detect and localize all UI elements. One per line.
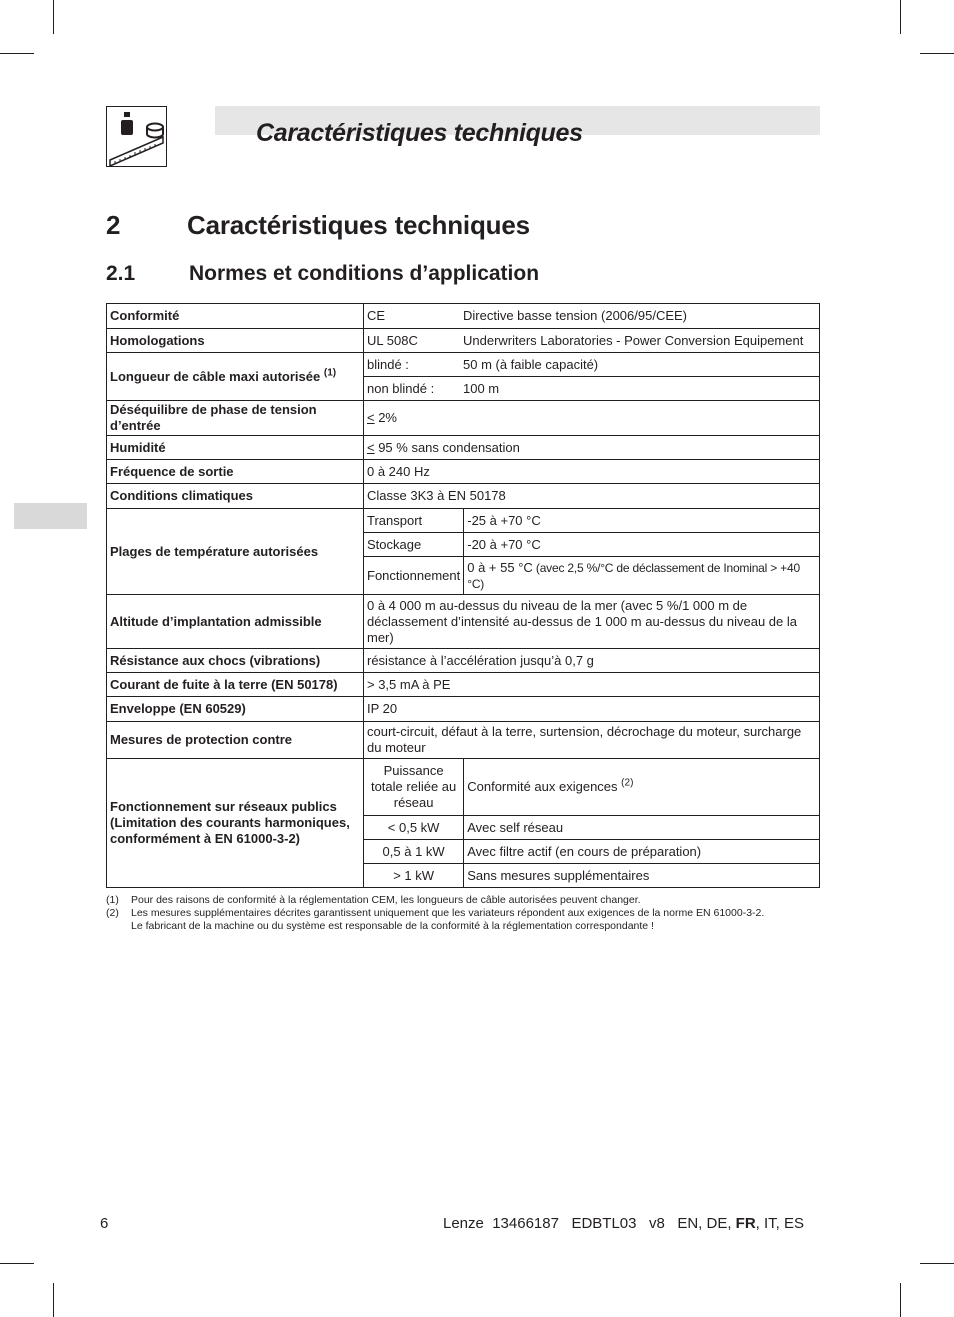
crop-mark (900, 1283, 901, 1317)
row-label: Fonctionnement sur réseaux publics (Limitation des courants harmoniques, conformément à EN 61000-3-2) (107, 759, 364, 888)
row-label: Déséquilibre de phase de tension d’entrée (107, 401, 364, 436)
crop-mark (0, 1263, 34, 1264)
table-row (107, 329, 820, 353)
table-row (107, 697, 820, 722)
table-row (107, 401, 820, 436)
temperature-range-name: Fonctionnement (364, 557, 464, 595)
row-label: Enveloppe (EN 60529) (107, 697, 364, 722)
table-row (107, 484, 820, 509)
table-row (107, 436, 820, 460)
crop-mark (0, 53, 34, 54)
row-label: Altitude d’implantation admissible (107, 595, 364, 649)
temperature-range-value: -25 à +70 °C (464, 509, 820, 533)
running-header-title: Caractéristiques techniques (256, 119, 583, 147)
row-value: Classe 3K3 à EN 50178 (364, 484, 820, 509)
row-label: Longueur de câble maxi autorisée $^{(1)}$ (107, 353, 364, 401)
row-label: Résistance aux chocs (vibrations) (107, 649, 364, 673)
subsection-heading (106, 262, 539, 286)
compliance-header: Conformité aux exigences $^{(2)}$ (464, 759, 820, 816)
active-language: FR (735, 1215, 756, 1232)
section-title: Caractéristiques techniques (187, 210, 530, 240)
temperature-range-value: -20 à +70 °C (464, 533, 820, 557)
row-value: 0 à 240 Hz (364, 460, 820, 484)
row-value: blindé : 50 m (à faible capacité) (364, 353, 820, 377)
table-row (107, 759, 820, 816)
table-row (107, 304, 820, 329)
table-row (107, 673, 820, 697)
compliance-measure: Avec filtre actif (en cours de préparation) (464, 840, 820, 864)
footnote-ref: (1) (323, 367, 337, 379)
table-row (107, 649, 820, 673)
subsection-title: Normes et conditions d’application (189, 262, 540, 285)
specifications-table (106, 303, 820, 888)
row-label: Conditions climatiques (107, 484, 364, 509)
compliance-measure: Avec self réseau (464, 816, 820, 840)
section-number: 2 (106, 210, 121, 240)
row-value: 0 à 4 000 m au-dessus du niveau de la mer (avec 5 %/1 000 m de déclassement d’intensité au-dessus de 1 000 m au-dessus du niveau de la mer) (364, 595, 820, 649)
power-range: < 0,5 kW (364, 816, 464, 840)
row-value: UL 508C Underwriters Laboratories - Power Conversion Equipement (364, 329, 820, 353)
footnote: (2) Les mesures supplémentaires décrites garantissent uniquement que les variateurs répondent aux exigences de la norme EN 61000-3-2. (106, 907, 765, 919)
footnotes (106, 894, 820, 933)
row-label: Homologations (107, 329, 364, 353)
crop-mark (920, 53, 954, 54)
row-label: Mesures de protection contre (107, 722, 364, 759)
footnote-ref: (2) (621, 777, 634, 789)
temperature-range-value: 0 à + 55 °C (avec 2,5 %/°C de déclassement de Inominal > +40 °C) (464, 557, 820, 595)
row-value: > 3,5 mA à PE (364, 673, 820, 697)
row-label: Fréquence de sortie (107, 460, 364, 484)
row-value: CE Directive basse tension (2006/95/CEE) (364, 304, 820, 329)
row-value: résistance à l’accélération jusqu’à 0,7 g (364, 649, 820, 673)
footnote: (1) Pour des raisons de conformité à la réglementation CEM, les longueurs de câble autorisées peuvent changer. (106, 894, 641, 906)
row-value: court-circuit, défaut à la terre, surtension, décrochage du moteur, surcharge du moteur (364, 722, 820, 759)
row-label: Plages de température autorisées (107, 509, 364, 595)
power-range: > 1 kW (364, 864, 464, 888)
language-tab-marker (14, 503, 87, 529)
table-row (107, 353, 820, 377)
power-range: 0,5 à 1 kW (364, 840, 464, 864)
table-row (107, 509, 820, 533)
table-row (107, 595, 820, 649)
compliance-measure: Sans mesures supplémentaires (464, 864, 820, 888)
page-number: 6 (100, 1215, 109, 1232)
temperature-range-name: Transport (364, 509, 464, 533)
row-label: Courant de fuite à la terre (EN 50178) (107, 673, 364, 697)
row-label: Conformité (107, 304, 364, 329)
document-reference: Lenze 13466187 EDBTL03 v8 EN, DE, FR, IT, ES (443, 1215, 805, 1232)
crop-mark (900, 0, 901, 34)
row-value: IP 20 (364, 697, 820, 722)
crop-mark (53, 0, 54, 34)
row-value: non blindé : 100 m (364, 377, 820, 401)
temperature-range-name: Stockage (364, 533, 464, 557)
technical-data-icon (106, 106, 167, 167)
row-value: < 95 % sans condensation (364, 436, 820, 460)
crop-mark (53, 1283, 54, 1317)
table-row (107, 722, 820, 759)
row-value: < 2% (364, 401, 820, 436)
power-header: Puissance totale reliée au réseau (364, 759, 464, 816)
table-row (107, 460, 820, 484)
section-heading (106, 210, 530, 241)
subsection-number: 2.1 (106, 262, 136, 285)
crop-mark (920, 1263, 954, 1264)
footnote: Le fabricant de la machine ou du système est responsable de la conformité à la réglementation correspondante ! (131, 920, 654, 932)
row-label: Humidité (107, 436, 364, 460)
